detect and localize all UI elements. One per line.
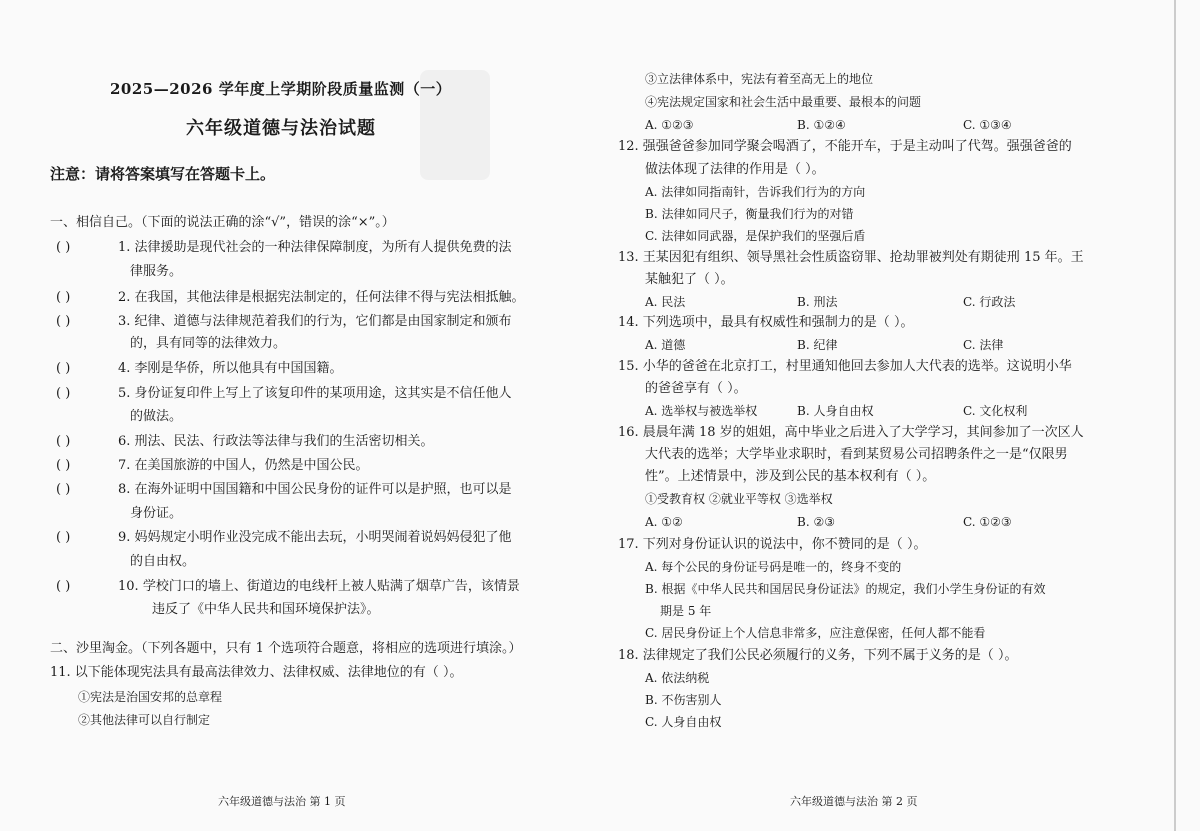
page2-footer: 六年级道德与法治 第 2 页 bbox=[790, 795, 918, 808]
q11-item-4: ④宪法规定国家和社会生活中最重要、最根本的问题 bbox=[645, 95, 922, 109]
q15-stem-cont: 的爸爸享有（ ）。 bbox=[645, 381, 747, 396]
q12-option-b: B. 法律如同尺子，衡量我们行为的对错 bbox=[645, 207, 854, 221]
q15-option-a: A. 选举权与被选举权 bbox=[645, 404, 758, 418]
q11-item-3: ③立法律体系中，宪法有着至高无上的地位 bbox=[645, 72, 874, 86]
q12-stem: 12. 强强爸爸参加同学聚会喝酒了，不能开车，于是主动叫了代驾。强强爸爸的 bbox=[618, 139, 1072, 154]
q16-stem: 16. 晨晨年满 18 岁的姐姐，高中毕业之后进入了大学学习，其间参加了一次区人 bbox=[618, 425, 1084, 440]
tf-item-1: ( ) 1. 法律援助是现代社会的一种法律保障制度，为所有人提供免费的法 bbox=[56, 240, 512, 255]
page1-footer: 六年级道德与法治 第 1 页 bbox=[218, 795, 346, 808]
q16-option-c: C. ①②③ bbox=[963, 515, 1012, 529]
q14-option-b: B. 纪律 bbox=[797, 338, 838, 352]
q18-option-b: B. 不伤害别人 bbox=[645, 693, 722, 707]
q11-option-b: B. ①②④ bbox=[797, 118, 846, 132]
q13-stem: 13. 王某因犯有组织、领导黑社会性质盗窃罪、抢劫罪被判处有期徒刑 15 年。王 bbox=[618, 250, 1084, 265]
q14-option-a: A. 道德 bbox=[645, 338, 686, 352]
q15-option-c: C. 文化权利 bbox=[963, 404, 1028, 418]
q15-option-b: B. 人身自由权 bbox=[797, 404, 874, 418]
q18-option-c: C. 人身自由权 bbox=[645, 715, 722, 729]
q18-option-a: A. 依法纳税 bbox=[645, 671, 710, 685]
q12-option-a: A. 法律如同指南针，告诉我们行为的方向 bbox=[645, 185, 866, 199]
q14-stem: 14. 下列选项中，最具有权威性和强制力的是（ ）。 bbox=[618, 315, 914, 330]
q11-item-2: ②其他法律可以自行制定 bbox=[78, 713, 211, 727]
tf-item-1-cont: 律服务。 bbox=[130, 264, 183, 279]
tf-item-6: ( ) 6. 刑法、民法、行政法等法律与我们的生活密切相关。 bbox=[56, 434, 434, 449]
tf-item-7: ( ) 7. 在美国旅游的中国人，仍然是中国公民。 bbox=[56, 458, 369, 473]
q11-stem: 11. 以下能体现宪法具有最高法律效力、法律权威、法律地位的有（ ）。 bbox=[50, 665, 463, 680]
tf-item-8-cont: 身份证。 bbox=[130, 506, 183, 521]
q17-stem: 17. 下列对身份证认识的说法中，你不赞同的是（ ）。 bbox=[618, 537, 927, 552]
section2-heading: 二、沙里淘金。（下列各题中，只有 1 个选项符合题意，将相应的选项进行填涂。） bbox=[50, 641, 522, 656]
exam-subtitle: 六年级道德与法治试题 bbox=[186, 118, 376, 139]
q11-option-c: C. ①③④ bbox=[963, 118, 1012, 132]
tf-item-10-cont: 违反了《中华人民共和国环境保护法》。 bbox=[152, 602, 380, 617]
q17-option-a: A. 每个公民的身份证号码是唯一的，终身不变的 bbox=[645, 560, 902, 574]
q15-stem: 15. 小华的爸爸在北京打工，村里通知他回去参加人大代表的选举。这说明小华 bbox=[618, 359, 1072, 374]
tf-item-10: ( ) 10. 学校门口的墙上、街道边的电线杆上被人贴满了烟草广告，该情景 bbox=[56, 579, 520, 594]
notice-text: 注意：请将答案填写在答题卡上。 bbox=[50, 165, 276, 183]
q16-option-a: A. ①② bbox=[645, 515, 683, 529]
section1-heading: 一、相信自己。（下面的说法正确的涂“√”，错误的涂“×”。） bbox=[50, 215, 395, 230]
q12-stem-cont: 做法体现了法律的作用是（ ）。 bbox=[645, 162, 825, 177]
tf-item-9: ( ) 9. 妈妈规定小明作业没完成不能出去玩，小明哭闹着说妈妈侵犯了他 bbox=[56, 530, 512, 545]
q17-option-c: C. 居民身份证上个人信息非常多，应注意保密，任何人都不能看 bbox=[645, 626, 986, 640]
q16-stem-cont1: 大代表的选举；大学毕业求职时，看到某贸易公司招聘条件之一是“仅限男 bbox=[645, 447, 1068, 462]
tf-item-4: ( ) 4. 李刚是华侨，所以他具有中国国籍。 bbox=[56, 361, 343, 376]
tf-item-8: ( ) 8. 在海外证明中国国籍和中国公民身份的证件可以是护照，也可以是 bbox=[56, 482, 512, 497]
tf-item-3: ( ) 3. 纪律、道德与法律规范着我们的行为，它们都是由国家制定和颁布 bbox=[56, 314, 512, 329]
exam-title: 2025—2026 学年度上学期阶段质量监测（一） bbox=[110, 80, 452, 98]
tf-item-5: ( ) 5. 身份证复印件上写上了该复印件的某项用途，这其实是不信任他人 bbox=[56, 386, 512, 401]
tf-item-5-cont: 的做法。 bbox=[130, 409, 183, 424]
tf-item-2: ( ) 2. 在我国，其他法律是根据宪法制定的，任何法律不得与宪法相抵触。 bbox=[56, 290, 525, 305]
page-edge bbox=[1174, 0, 1176, 831]
q13-option-b: B. 刑法 bbox=[797, 295, 838, 309]
tf-item-3-cont: 的，具有同等的法律效力。 bbox=[130, 336, 287, 351]
q18-stem: 18. 法律规定了我们公民必须履行的义务，下列不属于义务的是（ ）。 bbox=[618, 648, 1018, 663]
q16-items: ①受教育权 ②就业平等权 ③选举权 bbox=[645, 492, 833, 506]
q16-option-b: B. ②③ bbox=[797, 515, 835, 529]
q13-stem-cont: 某触犯了（ ）。 bbox=[645, 272, 734, 287]
q16-stem-cont2: 性”。上述情景中，涉及到公民的基本权利有（ ）。 bbox=[645, 469, 936, 484]
q13-option-c: C. 行政法 bbox=[963, 295, 1016, 309]
q11-option-a: A. ①②③ bbox=[645, 118, 694, 132]
q11-item-1: ①宪法是治国安邦的总章程 bbox=[78, 690, 223, 704]
q13-option-a: A. 民法 bbox=[645, 295, 686, 309]
q17-option-b: B. 根据《中华人民共和国居民身份证法》的规定，我们小学生身份证的有效 bbox=[645, 582, 1046, 596]
q17-option-b-cont: 期是 5 年 bbox=[660, 604, 712, 618]
q12-option-c: C. 法律如同武器，是保护我们的坚强后盾 bbox=[645, 229, 866, 243]
q14-option-c: C. 法律 bbox=[963, 338, 1004, 352]
tf-item-9-cont: 的自由权。 bbox=[130, 554, 196, 569]
